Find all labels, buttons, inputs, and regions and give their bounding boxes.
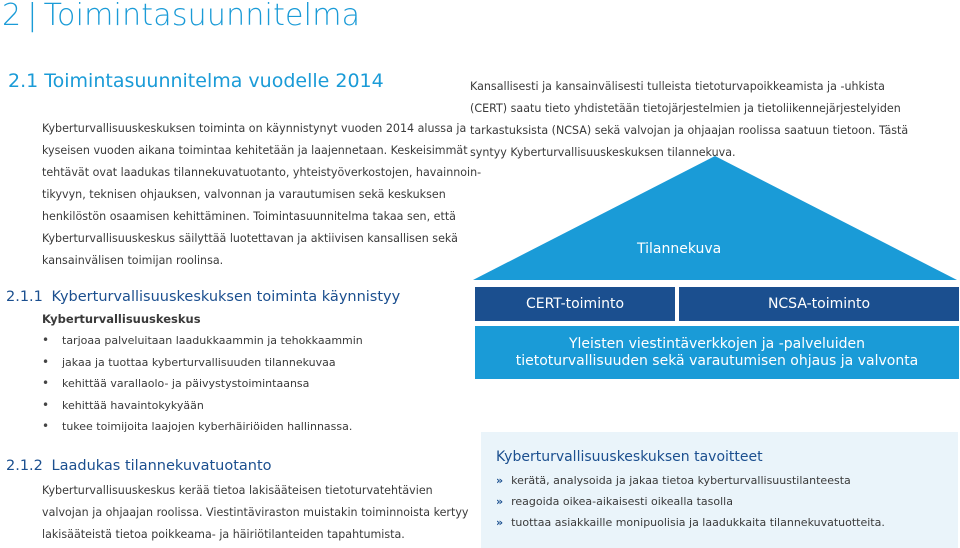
list-item-text: tukee toimijoita laajojen kyberhäiriöiden hallinnassa.	[62, 420, 353, 433]
situation-paragraph	[42, 480, 469, 546]
intro-line: Kyberturvallisuuskeskus säilyttää luotettavan ja aktiivisen kansallisen sekä	[42, 232, 458, 245]
bullet-icon: •	[42, 354, 50, 369]
goals-title: Kyberturvallisuuskeskuksen tavoitteet	[496, 449, 763, 465]
right-line: tarkastuksista (NCSA) sekä valvojan ja ohjaajan roolissa saatuun tietoon. Tästä	[470, 124, 909, 137]
cert-box	[475, 287, 675, 321]
cert-label: CERT-toiminto	[525, 296, 625, 312]
task-list	[42, 330, 363, 438]
subsection-title-text: Laadukas tilannekuvatuotanto	[51, 458, 272, 474]
intro-line: henkilöstön osaamisen kehittäminen. Toimintasuunnitelma takaa sen, että	[42, 210, 456, 223]
intro-line: kyseisen vuoden aikana toimintaa kehitetään ja laajennetaan. Keskeisimmät	[42, 144, 468, 157]
supervision-line: tietoturvallisuuden sekä varautumisen ohjaus ja valvonta	[515, 352, 919, 369]
right-line: syntyy Kyberturvallisuuskeskuksen tilannekuva.	[470, 146, 736, 159]
list-item	[42, 373, 363, 395]
raquo-icon: »	[496, 474, 504, 487]
subsection-title-2	[6, 458, 272, 474]
bullet-icon: •	[42, 333, 50, 347]
raquo-icon: »	[496, 516, 504, 529]
right-line: (CERT) saatu tieto yhdistetään tietojärjestelmien ja tietoliikennejärjestelyiden	[470, 102, 901, 115]
intro-paragraph	[42, 118, 482, 272]
list-item-text: kehittää havaintokykyään	[62, 398, 204, 412]
list-item-text: tarjoaa palveluitaan laadukkaammin ja tehokkaammin	[62, 334, 363, 347]
list-item	[42, 330, 363, 352]
subsection-number: 2.1.1	[6, 289, 43, 305]
goal-text: tuottaa asiakkaille monipuolisia ja laadukkaita tilannekuvatuotteita.	[511, 516, 885, 529]
bullet-icon: •	[42, 397, 50, 412]
situation-line: lakisääteistä tietoa poikkeama- ja häiriötilanteiden tapahtumista.	[42, 528, 405, 541]
list-item	[42, 395, 363, 417]
goal-text: kerätä, analysoida ja jakaa tietoa kyberturvallisuustilanteesta	[511, 474, 851, 487]
chapter-number: 2	[2, 0, 22, 33]
right-paragraph	[470, 76, 950, 164]
intro-line: tehtävät ovat laadukas tilannekuvatuotanto, yhteistyöverkostojen, havainnoin-	[42, 166, 482, 179]
tilannekuva-triangle	[473, 156, 957, 280]
list-item-text: kehittää varallaolo- ja päivystystoimintaansa	[62, 377, 310, 390]
list-item	[496, 512, 885, 533]
situation-line: Kyberturvallisuuskeskus kerää tietoa lakisääteisen tietoturvatehtävien	[42, 484, 433, 497]
list-item	[496, 470, 885, 491]
list-item-text: jakaa ja tuottaa kyberturvallisuuden tilannekuvaa	[62, 355, 336, 369]
ncsa-box	[679, 287, 959, 321]
ncsa-label: NCSA-toiminto	[767, 296, 871, 312]
right-line: Kansallisesti ja kansainvälisesti tulleista tietoturvapoikkeamista ja -uhkista	[470, 80, 885, 93]
supervision-box	[475, 326, 959, 379]
list-item	[42, 416, 363, 438]
section-title: 2.1 Toimintasuunnitelma vuodelle 2014	[8, 70, 384, 92]
goal-text: reagoida oikea-aikaisesti oikealla tasolla	[511, 495, 733, 508]
intro-line: kansainvälisen toimijan roolinsa.	[42, 254, 224, 267]
bullet-icon: •	[42, 376, 50, 390]
goals-list	[496, 470, 885, 533]
raquo-icon: »	[496, 495, 504, 508]
subsection-title-1	[6, 289, 400, 305]
chapter-title-text: Toimintasuunnitelma	[43, 0, 361, 33]
bullet-icon: •	[42, 419, 50, 433]
subhead: Kyberturvallisuuskeskus	[42, 312, 201, 326]
subsection-title-text: Kyberturvallisuuskeskuksen toiminta käynnistyy	[51, 289, 401, 305]
list-item	[42, 352, 363, 374]
subsection-number: 2.1.2	[6, 458, 43, 474]
situation-line: valvojan ja ohjaajan roolissa. Viestintäviraston muistakin toiminnoista kertyy	[42, 506, 469, 519]
chapter-title	[2, 0, 360, 33]
intro-line: tikyvyn, teknisen ohjauksen, valvonnan ja varautumisen sekä keskuksen	[42, 188, 446, 201]
chapter-separator: |	[27, 0, 38, 33]
intro-line: Kyberturvallisuuskeskuksen toiminta on käynnistynyt vuoden 2014 alussa ja	[42, 122, 467, 135]
supervision-line: Yleisten viestintäverkkojen ja -palveluiden	[568, 335, 866, 352]
triangle-label: Tilannekuva	[637, 241, 722, 257]
list-item	[496, 491, 885, 512]
